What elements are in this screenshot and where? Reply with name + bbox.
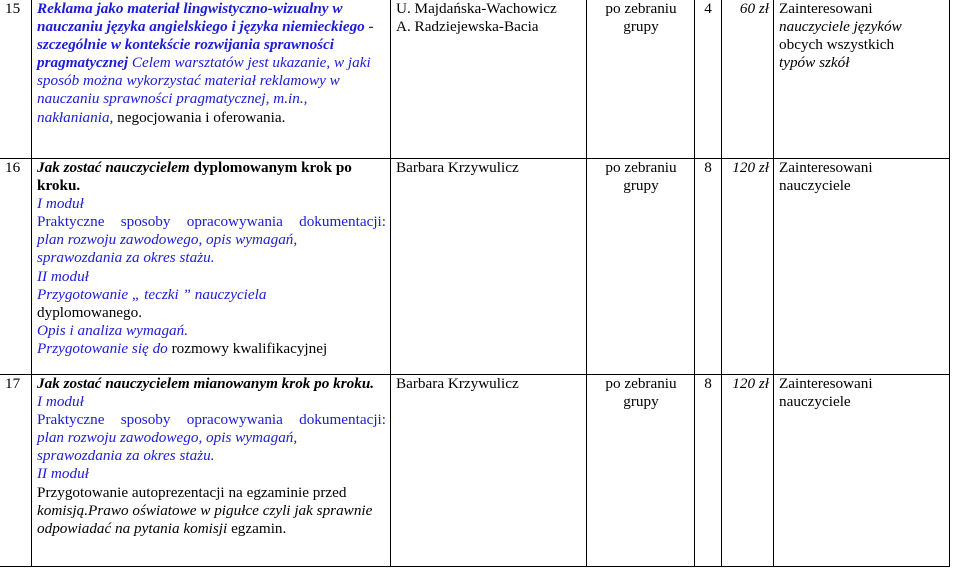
author-cell — [391, 159, 587, 375]
course-description — [32, 0, 391, 159]
module-text: komisją.Prawo oświatowe w pigułce czyli jak sprawnie odpowiadać na pytania komisji — [37, 501, 373, 537]
module-text: Praktyczne sposoby opracowywania dokumentacji: — [37, 213, 386, 231]
price-cell: 120 zł — [722, 159, 774, 375]
hours-cell: 4 — [695, 0, 722, 159]
course-description — [32, 375, 391, 567]
hours-cell: 8 — [695, 159, 722, 375]
module-text: Przygotowanie „ teczki ” nauczyciela — [37, 285, 267, 303]
author-name: U. Majdańska-Wachowicz — [396, 0, 557, 17]
module-text: Praktyczne sposoby opracowywania dokumentacji: — [37, 411, 386, 429]
author-name: Barbara Krzywulicz — [396, 375, 519, 392]
module-text: egzamin. — [231, 519, 287, 537]
row-number: 15 — [0, 0, 32, 159]
row-number: 16 — [0, 159, 32, 375]
module-text: plan rozwoju zawodowego, opis wymagań, sprawozdania za okres stażu. — [37, 231, 298, 267]
price-cell: 60 zł — [722, 0, 774, 159]
module-text: Opis i analiza wymagań. — [37, 321, 189, 339]
author-cell — [391, 375, 587, 567]
course-title: Reklama jako materiał lingwistyczno-wizualny w nauczaniu języka angielskiego i języka niemieckiego - szczególnie w kontekście rozwijania sprawności pragmatycznej — [37, 0, 374, 72]
author-cell — [391, 0, 587, 159]
table-row — [0, 0, 950, 159]
course-desc-tail: negocjowania i oferowania. — [117, 108, 286, 126]
form-cell: po zebraniu grupy — [587, 375, 695, 567]
course-title-cont: dyplomowanym krok po kroku. — [37, 159, 352, 195]
module-label: II moduł — [37, 465, 89, 483]
price-cell: 120 zł — [722, 375, 774, 567]
course-title: Jak zostać nauczycielem mianowanym krok po kroku. — [37, 375, 375, 392]
module-text: Przygotowanie się do — [37, 339, 168, 357]
form-cell: po zebraniu grupy — [587, 159, 695, 375]
author-name: A. Radziejewska-Bacia — [396, 18, 539, 36]
module-label: II moduł — [37, 267, 89, 285]
target-cell: Zainteresowani nauczyciele — [774, 159, 950, 375]
module-label: I moduł — [37, 393, 84, 411]
module-text: plan rozwoju zawodowego, opis wymagań, sprawozdania za okres stażu. — [37, 429, 298, 465]
row-number: 17 — [0, 375, 32, 567]
target-cell: Zainteresowani nauczyciele — [774, 375, 950, 567]
target-cell: Zainteresowani nauczyciele języków obcych wszystkich typów szkół — [774, 0, 950, 159]
module-label: I moduł — [37, 195, 84, 213]
author-name: Barbara Krzywulicz — [396, 159, 519, 176]
course-desc: Celem warsztatów jest ukazanie, w jaki sposób można wykorzystać materiał reklamowy w nauczaniu sprawności pragmatycznej, m.in., nakłaniania, — [37, 54, 371, 126]
course-title: Jak zostać nauczycielem — [37, 159, 190, 176]
course-description — [32, 159, 391, 375]
hours-cell: 8 — [695, 375, 722, 567]
module-text: rozmowy kwalifikacyjnej — [171, 339, 328, 357]
module-text: dyplomowanego. — [37, 303, 143, 321]
module-text: Przygotowanie autoprezentacji na egzaminie przed — [37, 483, 347, 501]
form-cell: po zebraniu grupy — [587, 0, 695, 159]
table-row — [0, 159, 950, 375]
table-row — [0, 375, 950, 567]
